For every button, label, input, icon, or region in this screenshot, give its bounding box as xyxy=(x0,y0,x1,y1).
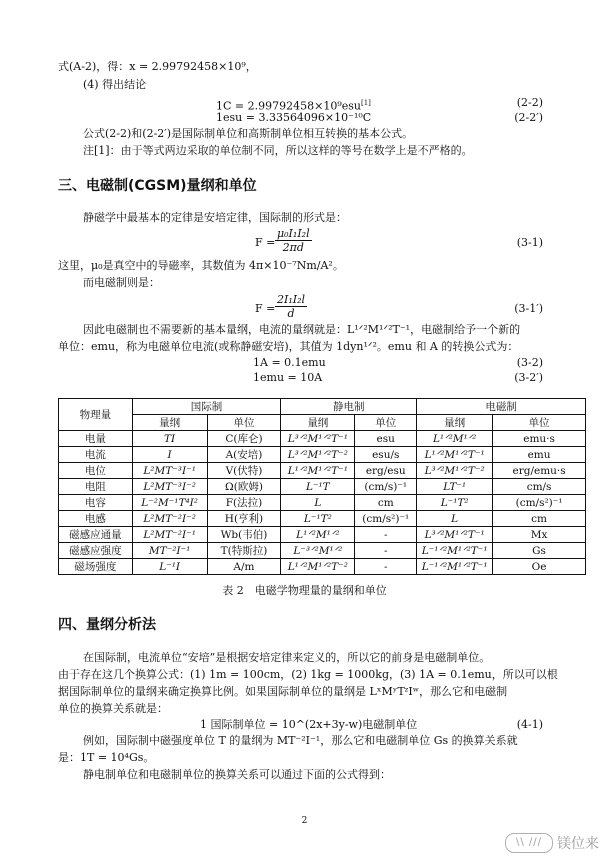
equation-lhs: F = xyxy=(255,302,276,315)
table-cell: cm xyxy=(493,511,586,527)
table-row xyxy=(59,479,586,495)
table-cell: erg/esu xyxy=(355,463,417,479)
table-cell: emu·s xyxy=(493,431,586,447)
equation-number: (3-1′) xyxy=(514,302,543,315)
table-cell: (cm/s²)⁻¹ xyxy=(493,495,586,511)
table-cell: 电阻 xyxy=(59,479,133,495)
table-cell: L³ᐟ²M¹ᐟ²T⁻² xyxy=(417,463,493,479)
page-number: 2 xyxy=(301,816,308,826)
table-cell: L⁻¹ᐟ²M¹ᐟ²T⁻¹ xyxy=(417,559,493,575)
equation: 1esu = 3.33564096×10⁻¹⁰C xyxy=(216,111,372,124)
table-cell: erg/emu·s xyxy=(493,463,586,479)
subheader-cell: 量纲 xyxy=(281,415,355,431)
table-cell: (cm/s)⁻¹ xyxy=(355,479,417,495)
watermark-text: 镁位来 xyxy=(557,836,599,852)
equation: 1C = 2.99792458×10⁹esu[1] xyxy=(216,99,371,113)
table-row xyxy=(59,463,586,479)
subheader-cell: 单位 xyxy=(355,415,417,431)
table-row xyxy=(59,495,586,511)
text-line: 因此电磁制也不需要新的基本量纲，电流的量纲就是：L¹ᐟ²M¹ᐟ²T⁻¹，电磁制给予一个新的 xyxy=(83,323,521,336)
table-cell: L xyxy=(417,511,493,527)
text-line: 在国际制，电流单位“安培”是根据安培定律来定义的，所以它的前身是电磁制单位。 xyxy=(83,651,491,664)
equation: 1 国际制单位 = 10^(2x+3y-w)电磁制单位 xyxy=(200,718,418,731)
units-table xyxy=(58,398,586,575)
text-line: 单位：emu，称为电磁单位电流(或称静磁安培)，其值为 1dyn¹ᐟ²。emu 和 A 的转换公式为： xyxy=(58,340,519,353)
table-cell: cm xyxy=(355,495,417,511)
table-cell: Wb(韦伯) xyxy=(207,527,281,543)
equation: 1emu = 10A xyxy=(253,371,323,384)
table-cell: I xyxy=(132,447,207,463)
table-subheader-row xyxy=(59,415,586,431)
table-cell: C(库仑) xyxy=(207,431,281,447)
equation-number: (4-1) xyxy=(516,718,543,731)
table-cell: L⁻¹ᐟ²M¹ᐟ²T⁻¹ xyxy=(417,543,493,559)
table-cell: A/m xyxy=(207,559,281,575)
text-line: 式(A-2)，得：x = 2.99792458×10⁹， xyxy=(58,60,257,73)
table-cell: L xyxy=(281,495,355,511)
table-cell: L³ᐟ²M¹ᐟ²T⁻² xyxy=(281,447,355,463)
table-row xyxy=(59,527,586,543)
subheader-cell: 单位 xyxy=(207,415,281,431)
watermark xyxy=(505,833,599,853)
table-cell: L¹ᐟ²M¹ᐟ²T⁻¹ xyxy=(281,463,355,479)
table-cell: L²MT⁻²I⁻² xyxy=(132,511,207,527)
table-cell: T(特斯拉) xyxy=(207,543,281,559)
section-heading: 三、电磁制(CGSM)量纲和单位 xyxy=(58,178,257,194)
table-cell: Mx xyxy=(493,527,586,543)
text-line: 静磁学中最基本的定律是安培定律，国际制的形式是： xyxy=(83,211,347,224)
table-cell: - xyxy=(355,543,417,559)
fraction: $\frac{\text{2I₁I₂l}}{d}$ xyxy=(277,293,306,320)
table-cell: 磁感应通量 xyxy=(59,527,133,543)
table-row xyxy=(59,559,586,575)
table-cell: L⁻¹T xyxy=(281,479,355,495)
equation-number: (2-2) xyxy=(516,96,543,109)
header-es: 静电制 xyxy=(281,399,417,415)
table-cell: - xyxy=(355,559,417,575)
table-cell: esu xyxy=(355,431,417,447)
table-cell: 电容 xyxy=(59,495,133,511)
text-line: 这里，μ₀是真空中的导磁率，其数值为 4π×10⁻⁷Nm/A²。 xyxy=(58,259,344,272)
text-line: 据国际制单位的量纲来确定换算比例。如果国际制单位的量纲是 LˣMʸTᶻIʷ，那么它和电磁制 xyxy=(58,685,508,698)
equation: 1A = 0.1emu xyxy=(253,356,326,369)
table-cell: MT⁻²I⁻¹ xyxy=(132,543,207,559)
table-cell: L³ᐟ²M¹ᐟ²T⁻¹ xyxy=(417,527,493,543)
table-cell: Oe xyxy=(493,559,586,575)
table-cell: (cm/s²)⁻¹ xyxy=(355,511,417,527)
equation-number: (3-2) xyxy=(516,356,543,369)
table-cell: LT⁻¹ xyxy=(417,479,493,495)
text-line: 例如，国际制中磁强度单位 T 的量纲为 MT⁻²I⁻¹，那么它和电磁制单位 Gs 的换算关系就 xyxy=(83,734,518,747)
table-cell: L¹ᐟ²M¹ᐟ²T⁻¹ xyxy=(417,447,493,463)
table-cell: 电感 xyxy=(59,511,133,527)
table-cell: L¹ᐟ²M¹ᐟ²T⁻² xyxy=(281,559,355,575)
equation-number: (3-2′) xyxy=(514,371,543,384)
table-cell: cm/s xyxy=(493,479,586,495)
table-cell: L²MT⁻³I⁻² xyxy=(132,479,207,495)
table-cell: esu/s xyxy=(355,447,417,463)
table-cell: - xyxy=(355,527,417,543)
table-cell: 电位 xyxy=(59,463,133,479)
table-cell: A(安培) xyxy=(207,447,281,463)
table-cell: Gs xyxy=(493,543,586,559)
equation-lhs: F = xyxy=(255,236,276,249)
table-cell: TI xyxy=(132,431,207,447)
table-cell: emu xyxy=(493,447,586,463)
table-cell: L⁻¹I xyxy=(132,559,207,575)
table-cell: 磁感应强度 xyxy=(59,543,133,559)
table-cell: L⁻³ᐟ²M¹ᐟ² xyxy=(281,543,355,559)
table-cell: F(法拉) xyxy=(207,495,281,511)
table-cell: V(伏特) xyxy=(207,463,281,479)
table-row xyxy=(59,511,586,527)
table-cell: L⁻¹T² xyxy=(417,495,493,511)
equation-number: (2-2′) xyxy=(514,111,543,124)
equation-number: (3-1) xyxy=(516,236,543,249)
table-cell: 磁场强度 xyxy=(59,559,133,575)
table-cell: L¹ᐟ²M¹ᐟ² xyxy=(281,527,355,543)
text-line: 由于存在这几个换算公式：(1) 1m = 100cm，(2) 1kg = 1000kg，(3) 1A = 0.1emu，所以可以根 xyxy=(58,668,558,681)
table-cell: L²MT⁻³I⁻¹ xyxy=(132,463,207,479)
table-cell: L⁻¹T² xyxy=(281,511,355,527)
table-cell: 电流 xyxy=(59,447,133,463)
table-header-row xyxy=(59,399,586,415)
table-cell: L²MT⁻²I⁻¹ xyxy=(132,527,207,543)
header-quantity: 物理量 xyxy=(59,399,133,431)
watermark-logo-icon: \\ /// xyxy=(505,833,553,853)
header-em: 电磁制 xyxy=(417,399,586,415)
table-row xyxy=(59,431,586,447)
text-line: 是：1T = 10⁴Gs。 xyxy=(58,751,155,764)
subheader-cell: 量纲 xyxy=(132,415,207,431)
table-caption: 表 2 电磁学物理量的量纲和单位 xyxy=(222,584,387,597)
table-cell: L⁻²M⁻¹T⁴I² xyxy=(132,495,207,511)
section-heading: 四、量纲分析法 xyxy=(58,617,156,633)
table-cell: L¹ᐟ²M¹ᐟ² xyxy=(417,431,493,447)
text-line: (4) 得出结论 xyxy=(83,78,147,91)
text-line: 静电制单位和电磁制单位的换算关系可以通过下面的公式得到： xyxy=(83,768,391,781)
footnote: 注[1]：由于等式两边采取的单位制不同，所以这样的等号在数学上是不严格的。 xyxy=(83,144,473,157)
text-line: 公式(2-2)和(2-2′)是国际制单位和高斯制单位相互转换的基本公式。 xyxy=(83,127,414,140)
subheader-cell: 单位 xyxy=(493,415,586,431)
table-cell: H(亨利) xyxy=(207,511,281,527)
header-si: 国际制 xyxy=(132,399,281,415)
table-row xyxy=(59,447,586,463)
table-cell: Ω(欧姆) xyxy=(207,479,281,495)
fraction: $\frac{\text{μ₀I₁I₂l}}{2\pi d}$ xyxy=(277,227,310,254)
subheader-cell: 量纲 xyxy=(417,415,493,431)
text-line: 而电磁制则是： xyxy=(83,276,160,289)
table-cell: 电量 xyxy=(59,431,133,447)
table-row xyxy=(59,543,586,559)
text-line: 单位的换算关系就是： xyxy=(58,702,168,715)
table-cell: L³ᐟ²M¹ᐟ²T⁻¹ xyxy=(281,431,355,447)
